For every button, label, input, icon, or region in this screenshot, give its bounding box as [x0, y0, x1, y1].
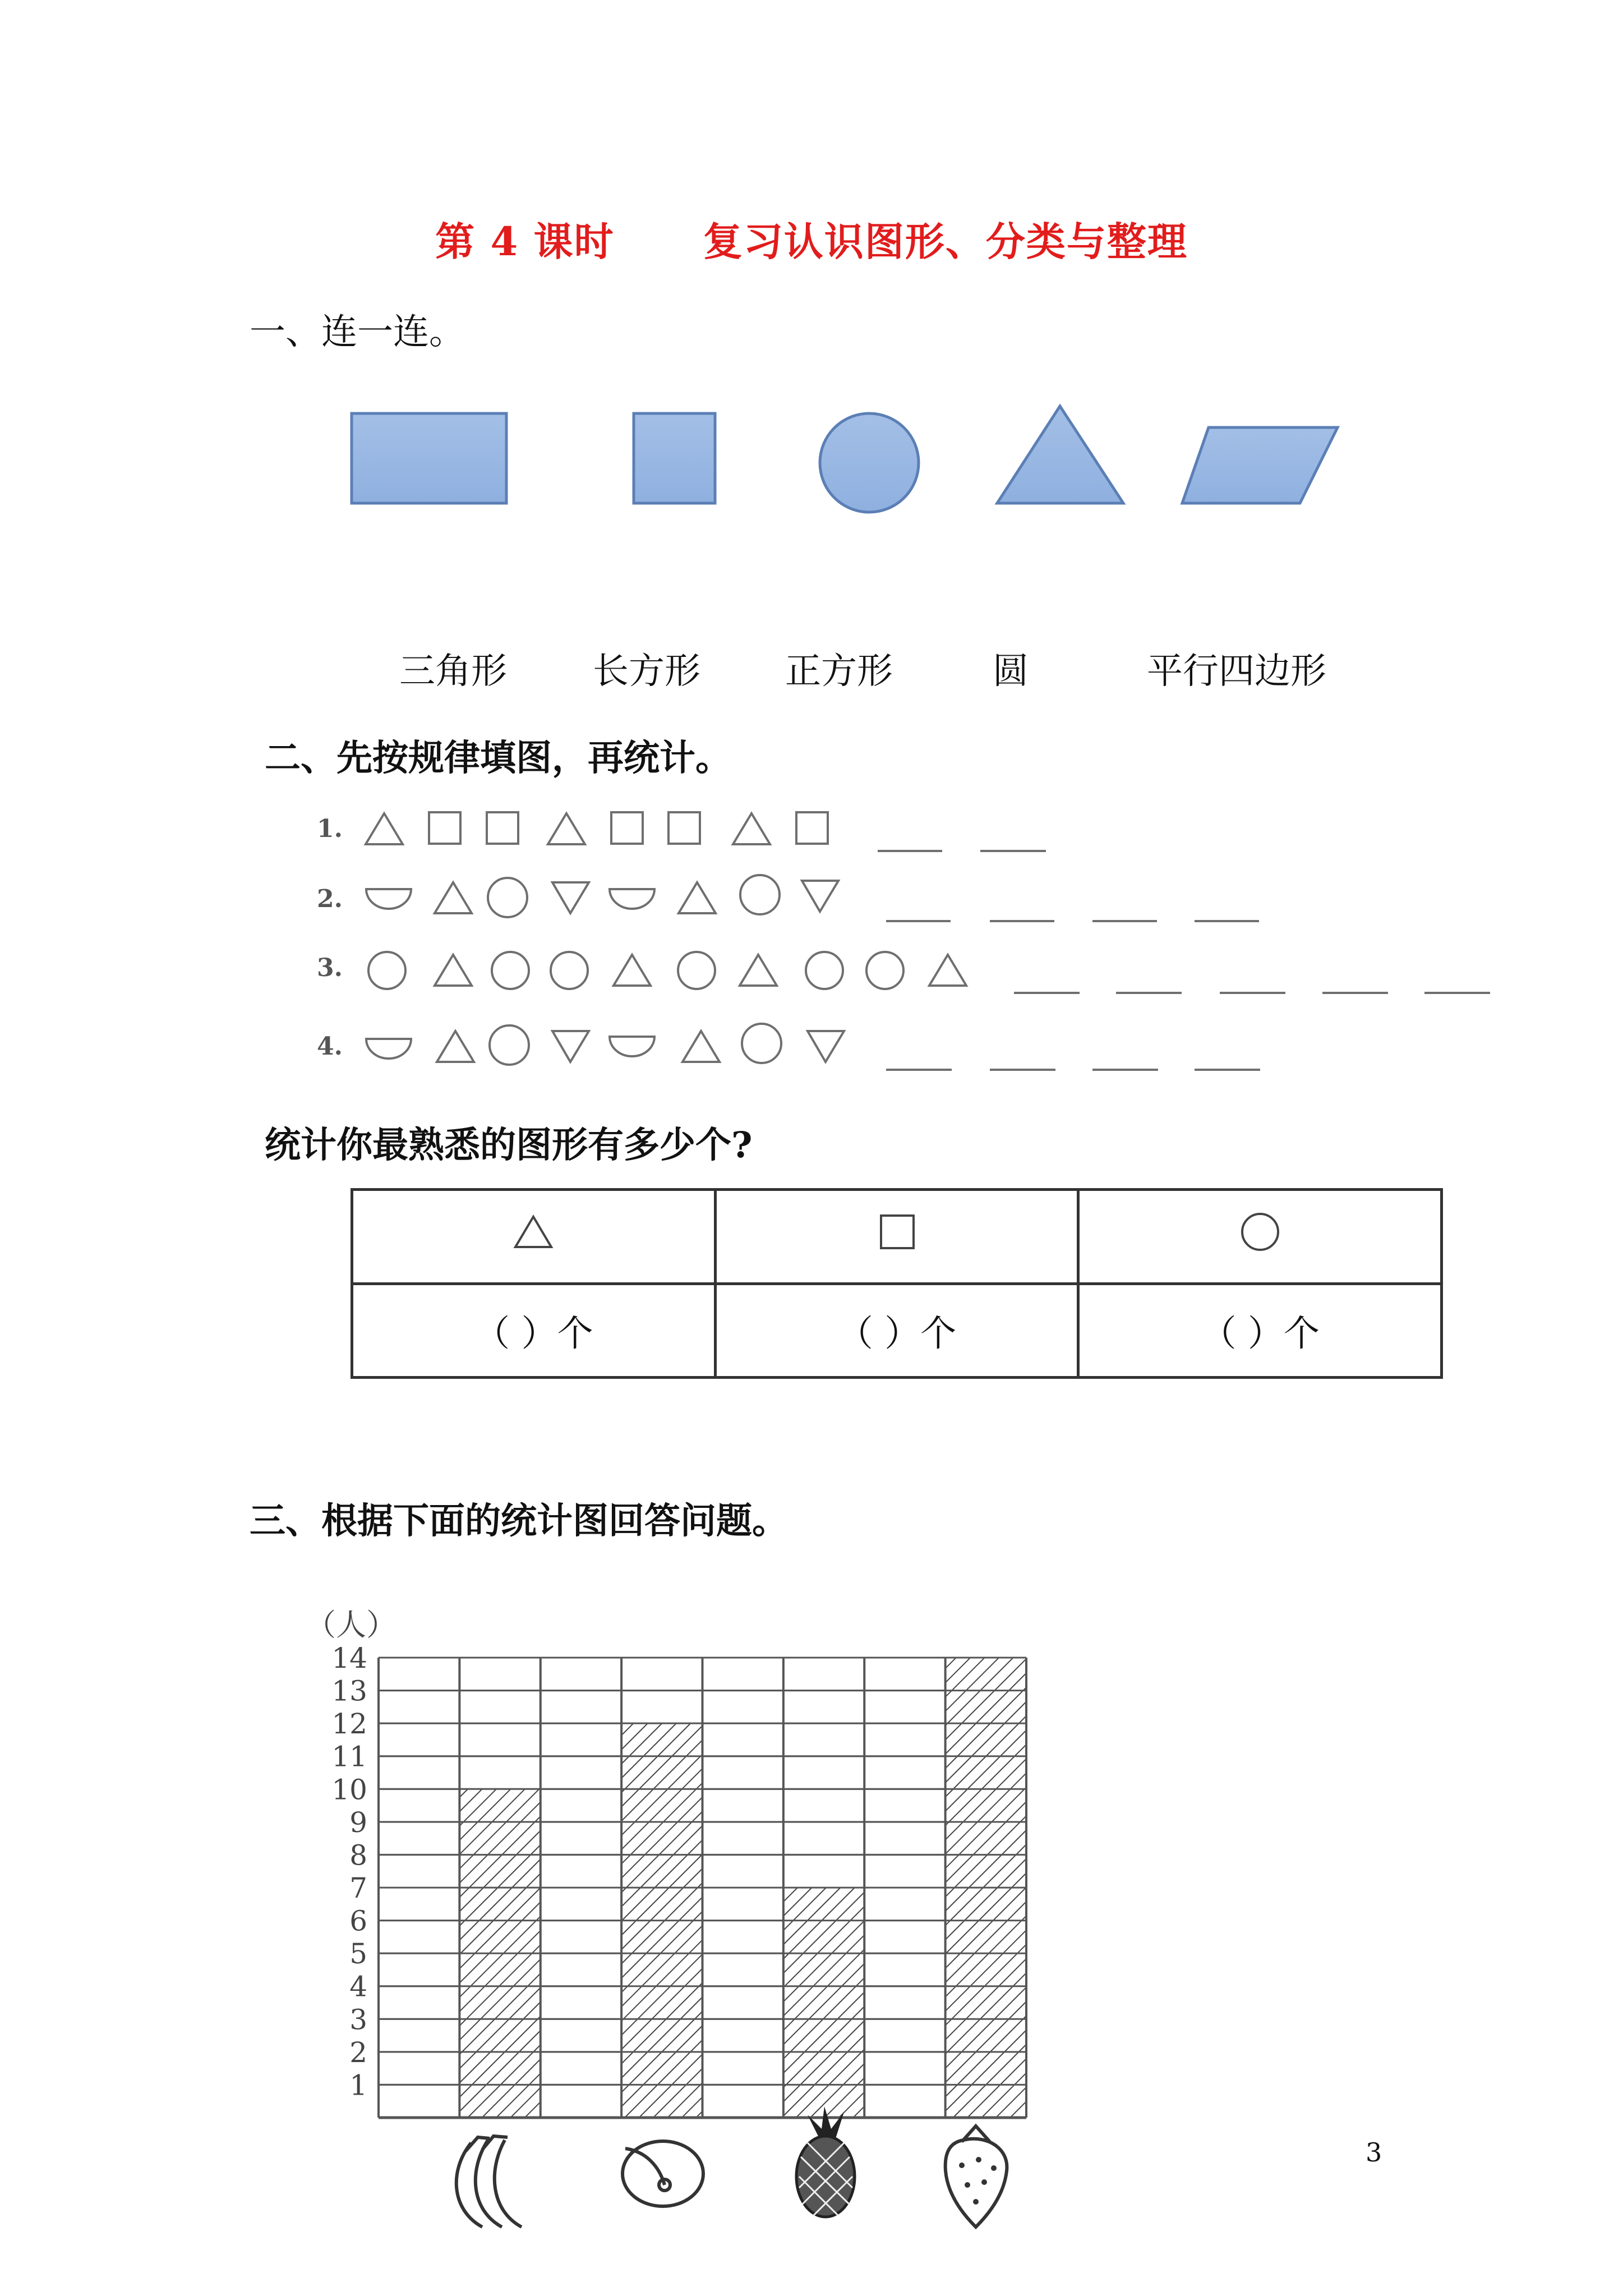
y-tick-label: 14 — [331, 1642, 367, 1674]
pineapple-icon — [796, 2106, 855, 2217]
row2-number: 2. — [317, 885, 343, 913]
y-tick-label: 12 — [331, 1708, 367, 1741]
y-tick-label: 13 — [331, 1674, 367, 1708]
stat-question: 统计你最熟悉的图形有多少个? — [265, 1124, 753, 1166]
y-tick-label: 9 — [349, 1806, 367, 1839]
y-tick-label: 10 — [331, 1773, 367, 1806]
section1-heading: 一、连一连。 — [250, 311, 465, 353]
strawberry-icon — [946, 2126, 1007, 2227]
y-tick-label: 6 — [349, 1904, 367, 1938]
y-tick-label: 4 — [349, 1970, 367, 2003]
table-cell-circle-count[interactable]: （ ）个 — [1078, 1283, 1442, 1378]
apple-icon — [623, 2141, 703, 2206]
label-circle: 圆 — [993, 651, 1029, 692]
bar-pineapple — [783, 1888, 864, 2118]
y-tick-label: 8 — [349, 1839, 367, 1872]
y-tick-label: 7 — [349, 1872, 367, 1904]
row3-number: 3. — [317, 954, 343, 982]
section3-heading: 三、根据下面的统计图回答问题。 — [250, 1500, 788, 1542]
y-tick-label: 1 — [349, 2069, 367, 2102]
label-square: 正方形 — [785, 651, 893, 692]
row1-number: 1. — [317, 815, 343, 843]
row4-number: 4. — [317, 1032, 343, 1061]
section2-heading: 二、先按规律填图，再统计。 — [265, 737, 731, 779]
y-tick-label: 5 — [349, 1938, 367, 1971]
y-tick-label: 11 — [331, 1740, 367, 1773]
y-tick-label: 2 — [349, 2036, 367, 2069]
label-rectangle: 长方形 — [593, 651, 700, 692]
banana-icon — [457, 2136, 522, 2227]
y-tick-label: 3 — [349, 2003, 367, 2036]
table-cell-triangle-count[interactable]: （ ）个 — [352, 1283, 716, 1378]
table-cell-square-count[interactable]: （ ）个 — [715, 1283, 1078, 1378]
page-title: 第 4 课时 复习认识图形、分类与整理 — [435, 218, 1188, 265]
page-number: 3 — [1366, 2137, 1382, 2168]
label-parallelogram: 平行四边形 — [1147, 651, 1326, 692]
y-axis-unit-label: （人） — [306, 1607, 396, 1642]
label-triangle: 三角形 — [399, 651, 507, 692]
